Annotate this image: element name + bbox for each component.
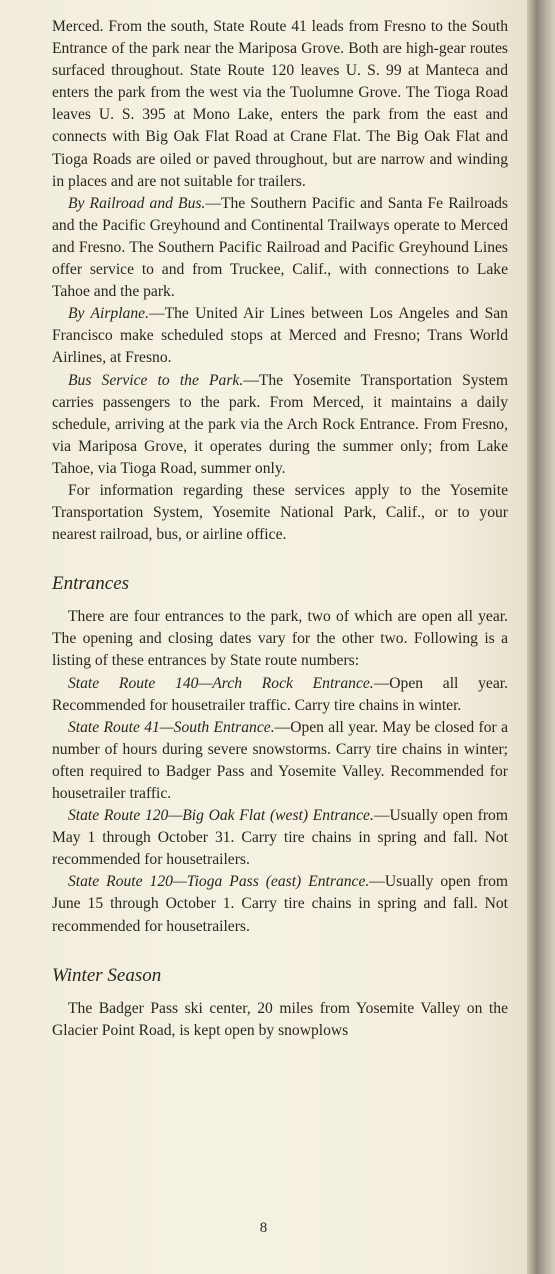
entrance-item bbox=[52, 717, 508, 805]
entrance-text: —Open all year. Recommended for housetrailer traffic. Carry tire chains in winter. bbox=[52, 674, 508, 714]
entrances-intro: There are four entrances to the park, two of which are open all year. The opening and closing dates vary for the other two. Following is a listing of these entrances by State route numbers: bbox=[52, 608, 508, 670]
entrance-lead: State Route 120—Tioga Pass (east) Entrance. bbox=[68, 873, 370, 891]
rail-lead: By Railroad and Bus. bbox=[68, 194, 206, 212]
winter-heading: Winter Season bbox=[52, 964, 162, 986]
entrance-lead: State Route 120—Big Oak Flat (west) Entrance. bbox=[68, 807, 374, 825]
binding-edge bbox=[527, 0, 555, 1274]
air-lead: By Airplane. bbox=[68, 305, 149, 323]
entrance-item bbox=[52, 805, 508, 871]
page-number: 8 bbox=[259, 1220, 268, 1236]
entrance-item bbox=[52, 871, 508, 937]
air-text: —The United Air Lines between Los Angeles and San Francisco make scheduled stops at Merced and Fresno; Trans World Airlines, at Fresno. bbox=[52, 305, 508, 367]
entrance-text: —Usually open from June 15 through October 1. Carry tire chains in spring and fall. Not recommended for housetrailers. bbox=[52, 873, 508, 935]
entrances-heading: Entrances bbox=[52, 573, 130, 595]
rail-text: —The Southern Pacific and Santa Fe Railroads and the Pacific Greyhound and Continental Trailways operate to Merced and Fresno. The Southern Pacific Railroad and Pacific Greyhound Lines offer service to and from Truckee, Calif., with connections to Lake Tahoe and the park. bbox=[52, 194, 508, 301]
bus-text: —The Yosemite Transportation System carries passengers to the park. From Merced, it maintains a daily schedule, arriving at the park via the Arch Rock Entrance. From Fresno, via Mariposa Grove, it operates during the summer only; from Lake Tahoe, via Tioga Road, summer only. bbox=[52, 371, 508, 477]
info-paragraph: For information regarding these services apply to the Yosemite Transportation System, Yosemite National Park, Calif., or to your nearest railroad, bus, or airline office. bbox=[52, 481, 508, 544]
entrance-lead: State Route 140—Arch Rock Entrance. bbox=[68, 674, 374, 692]
bus-paragraph bbox=[52, 370, 508, 480]
routes-paragraph: Merced. From the south, State Route 41 leads from Fresno to the South Entrance of the park near the Mariposa Grove. Both are high-gear routes surfaced throughout. State Route 120 leaves U. S. 99 at Manteca and enters the park from the west via the Tuolumne Grove. The Tioga Road leaves U. S. 395 at Mono Lake, enters the park from the east and connects with Big Oak Flat Road at Crane Flat. The Big Oak Flat and Tioga Roads are oiled or paved throughout, but are narrow and winding in places and are not suitable for trailers. bbox=[52, 18, 508, 190]
entrance-item bbox=[52, 673, 508, 717]
entrance-lead: State Route 41—South Entrance. bbox=[68, 718, 275, 736]
bus-lead: Bus Service to the Park. bbox=[68, 371, 244, 389]
rail-paragraph bbox=[52, 193, 508, 303]
air-paragraph bbox=[52, 303, 508, 369]
entrance-text: —Open all year. May be closed for a number of hours during severe snowstorms. Carry tire chains in winter; often required to Badger Pass and Yosemite Valley. Recommended for housetrailer traffic. bbox=[52, 718, 508, 802]
page-body bbox=[52, 16, 508, 1042]
winter-paragraph: The Badger Pass ski center, 20 miles from Yosemite Valley on the Glacier Point Road, is kept open by snowplows bbox=[52, 999, 508, 1039]
entrance-text: —Usually open from May 1 through October 31. Carry tire chains in spring and fall. Not recommended for housetrailers. bbox=[52, 807, 508, 869]
